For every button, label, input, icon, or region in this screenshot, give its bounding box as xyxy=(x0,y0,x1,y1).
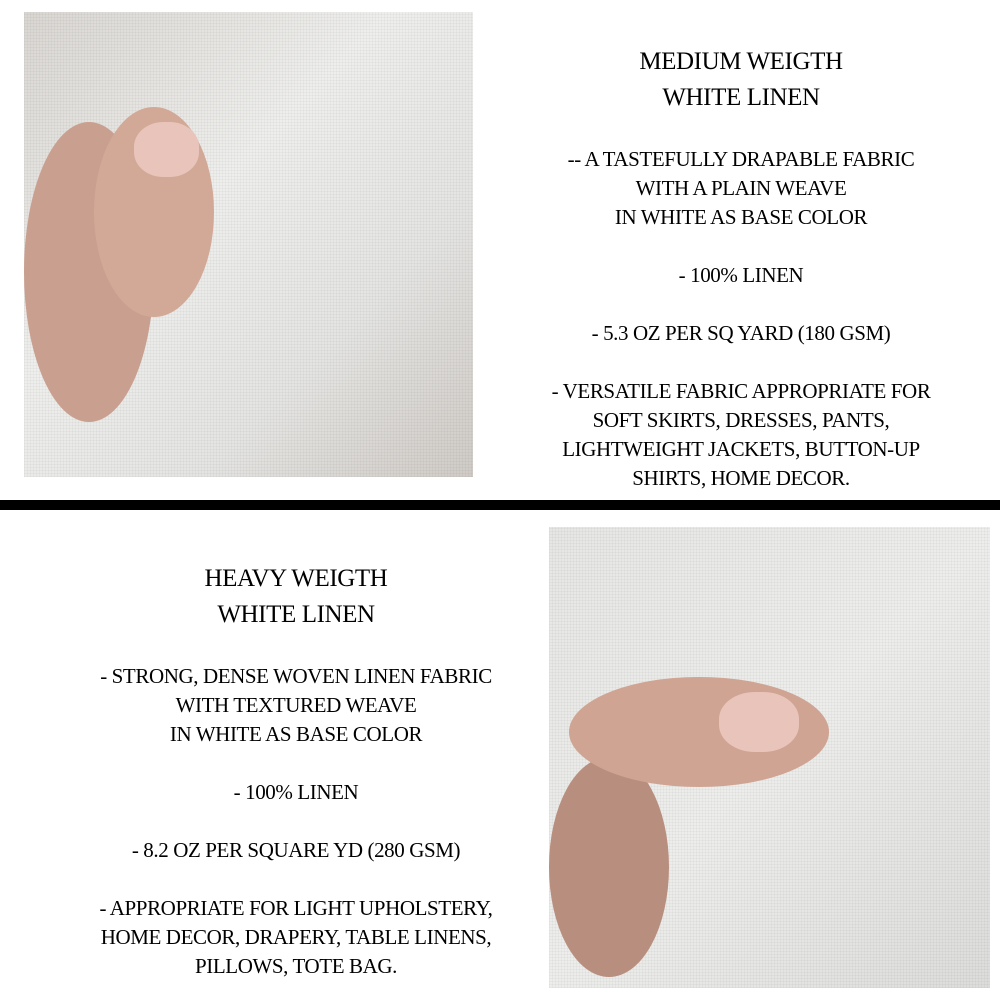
medium-uses-line: - VERSATILE FABRIC APPROPRIATE FOR xyxy=(551,379,931,403)
heavy-uses-line: - APPROPRIATE FOR LIGHT UPHOLSTERY, xyxy=(99,896,493,920)
section-divider xyxy=(0,500,1000,510)
heavy-uses-line: PILLOWS, TOTE BAG. xyxy=(194,954,398,978)
medium-weight: - 5.3 OZ PER SQ YARD (180 GSM) xyxy=(591,321,891,345)
medium-title-line-1: MEDIUM WEIGTH xyxy=(639,48,843,75)
heavy-title-line-1: HEAVY WEIGTH xyxy=(204,565,388,592)
medium-uses-line: LIGHTWEIGHT JACKETS, BUTTON-UP xyxy=(562,437,920,461)
heavy-desc-line: IN WHITE AS BASE COLOR xyxy=(169,722,423,746)
medium-desc-line: WITH A PLAIN WEAVE xyxy=(635,176,847,200)
thumbnail xyxy=(134,122,199,177)
heavy-linen-description xyxy=(40,561,552,981)
heavy-title-line-2: WHITE LINEN xyxy=(217,601,375,628)
heavy-uses-line: HOME DECOR, DRAPERY, TABLE LINENS, xyxy=(100,925,492,949)
medium-composition: - 100% LINEN xyxy=(678,263,804,287)
heavy-desc-line: WITH TEXTURED WEAVE xyxy=(175,693,417,717)
medium-linen-photo xyxy=(24,12,473,477)
heavy-linen-photo xyxy=(549,527,990,988)
medium-uses-line: SHIRTS, HOME DECOR. xyxy=(632,466,850,490)
hand xyxy=(549,757,669,977)
heavy-desc-line: - STRONG, DENSE WOVEN LINEN FABRIC xyxy=(100,664,492,688)
medium-uses-line: SOFT SKIRTS, DRESSES, PANTS, xyxy=(592,408,890,432)
medium-linen-description xyxy=(500,44,982,493)
medium-desc-line: -- A TASTEFULLY DRAPABLE FABRIC xyxy=(567,147,915,171)
heavy-weight: - 8.2 OZ PER SQUARE YD (280 GSM) xyxy=(131,838,461,862)
medium-desc-line: IN WHITE AS BASE COLOR xyxy=(614,205,868,229)
medium-title-line-2: WHITE LINEN xyxy=(662,84,820,111)
heavy-composition: - 100% LINEN xyxy=(233,780,359,804)
thumbnail xyxy=(719,692,799,752)
